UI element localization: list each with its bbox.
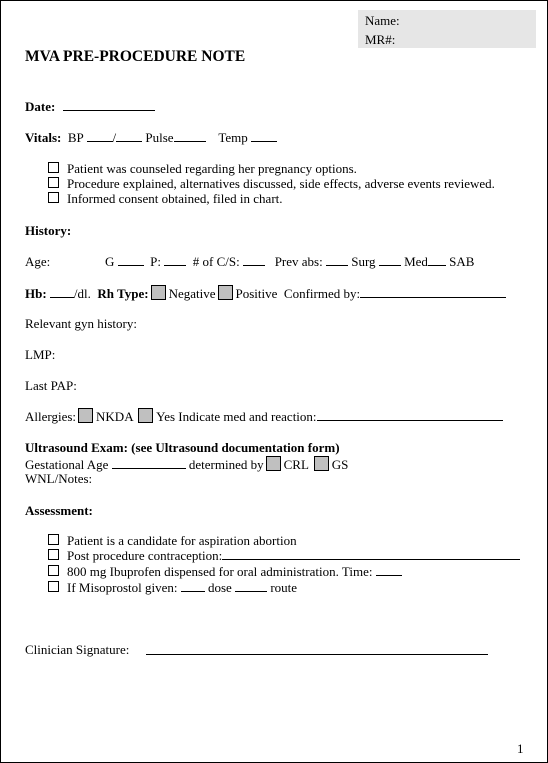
allergy-reaction-field[interactable] [317,409,503,421]
hb-unit: /dl. [73,286,91,301]
bp-slash: / [112,130,117,145]
med-label: Med [404,254,428,269]
ibuprofen-label: 800 mg Ibuprofen dispensed for oral administration. Time: [67,564,373,579]
miso-route-label: route [270,580,298,595]
sab-label: SAB [449,254,475,269]
vitals-row [25,130,277,145]
pulse-label: Pulse [145,130,174,145]
bp-systolic-field[interactable] [87,130,113,142]
lmp-label: LMP: [25,347,56,362]
misoprostol-label: If Misoprostol given: [67,580,178,595]
gs-checkbox[interactable] [314,456,329,471]
rh-positive-checkbox[interactable] [218,285,233,300]
relevant-gyn-label: Relevant gyn history: [25,316,137,331]
cs-field[interactable] [243,254,265,266]
counsel-item [48,191,283,206]
nkda-checkbox[interactable] [78,408,93,423]
crl-checkbox[interactable] [266,456,281,471]
confirmed-by-field[interactable] [360,286,506,298]
allergies-row [25,408,503,424]
temp-label: Temp [218,130,248,145]
allergy-yes-checkbox[interactable] [138,408,153,423]
bp-diastolic-field[interactable] [116,130,142,142]
assessment-item [48,580,297,595]
counsel-item-label: Procedure explained, alternatives discussed, side effects, adverse events reviewed. [67,176,495,191]
counsel-item [48,161,357,176]
hb-row [25,285,506,301]
miso-dose-label: dose [208,580,232,595]
checkbox[interactable] [48,192,59,203]
gestational-age-row [25,456,348,472]
assessment-item [48,533,297,548]
bp-label: BP [67,130,84,145]
g-field[interactable] [118,254,144,266]
assessment-item [48,548,520,563]
checkbox[interactable] [48,565,59,576]
gestational-age-label: Gestational Age [25,457,109,472]
wnl-notes-label: WNL/Notes: [25,471,93,486]
gs-label: GS [331,457,349,472]
checkbox[interactable] [48,177,59,188]
hb-field[interactable] [50,286,74,298]
checkbox[interactable] [48,549,59,560]
nkda-label: NKDA [96,409,133,424]
history-heading: History: [25,223,72,238]
date-field[interactable] [63,99,155,114]
cs-label: # of C/S: [192,254,240,269]
vitals-label: Vitals: [25,130,62,145]
contraception-field[interactable] [222,548,520,560]
rh-negative-label: Negative [168,286,216,301]
miso-dose-field[interactable] [235,580,267,592]
checkbox[interactable] [48,534,59,545]
determined-by-label: determined by [188,457,264,472]
crl-label: CRL [283,457,309,472]
assessment-heading: Assessment: [25,503,93,518]
hb-label: Hb: [25,286,47,301]
rh-negative-checkbox[interactable] [151,285,166,300]
signature-label: Clinician Signature: [25,642,130,657]
counsel-item-label: Informed consent obtained, filed in chart. [67,191,283,206]
g-label: G [105,254,115,269]
obstetric-row [105,254,474,269]
mr-label: MR#: [365,32,396,47]
ultrasound-heading: Ultrasound Exam: (see Ultrasound documentation form) [25,440,340,455]
allergy-yes-label: Yes Indicate med and reaction: [156,409,317,424]
med-field[interactable] [428,254,446,266]
prev-abs-label: Prev abs: [274,254,323,269]
contraception-label: Post procedure contraception: [67,548,223,563]
age-label: Age: [25,254,51,269]
allergies-label: Allergies: [25,409,77,424]
gestational-age-field[interactable] [112,457,186,469]
page-number: 1 [517,741,524,756]
surg-label: Surg [351,254,376,269]
checkbox[interactable] [48,581,59,592]
counsel-item [48,176,495,191]
prev-abs-field[interactable] [326,254,348,266]
pulse-field[interactable] [174,130,206,142]
ibuprofen-time-field[interactable] [376,564,402,576]
surg-field[interactable] [379,254,401,266]
rh-positive-label: Positive [235,286,278,301]
checkbox[interactable] [48,162,59,173]
assessment-item [48,564,402,579]
confirmed-by-label: Confirmed by: [283,286,361,301]
temp-field[interactable] [251,130,277,142]
rh-type-label: Rh Type: [97,286,149,301]
candidate-label: Patient is a candidate for aspiration abortion [67,533,297,548]
signature-field[interactable] [146,654,488,655]
p-field[interactable] [164,254,186,266]
miso-amount-field[interactable] [181,580,205,592]
counsel-item-label: Patient was counseled regarding her pregnancy options. [67,161,357,176]
last-pap-label: Last PAP: [25,378,77,393]
patient-id-box [358,10,536,48]
form-title: MVA PRE-PROCEDURE NOTE [25,48,246,65]
date-label: Date: [25,99,56,114]
name-label: Name: [365,13,400,28]
p-label: P: [150,254,161,269]
